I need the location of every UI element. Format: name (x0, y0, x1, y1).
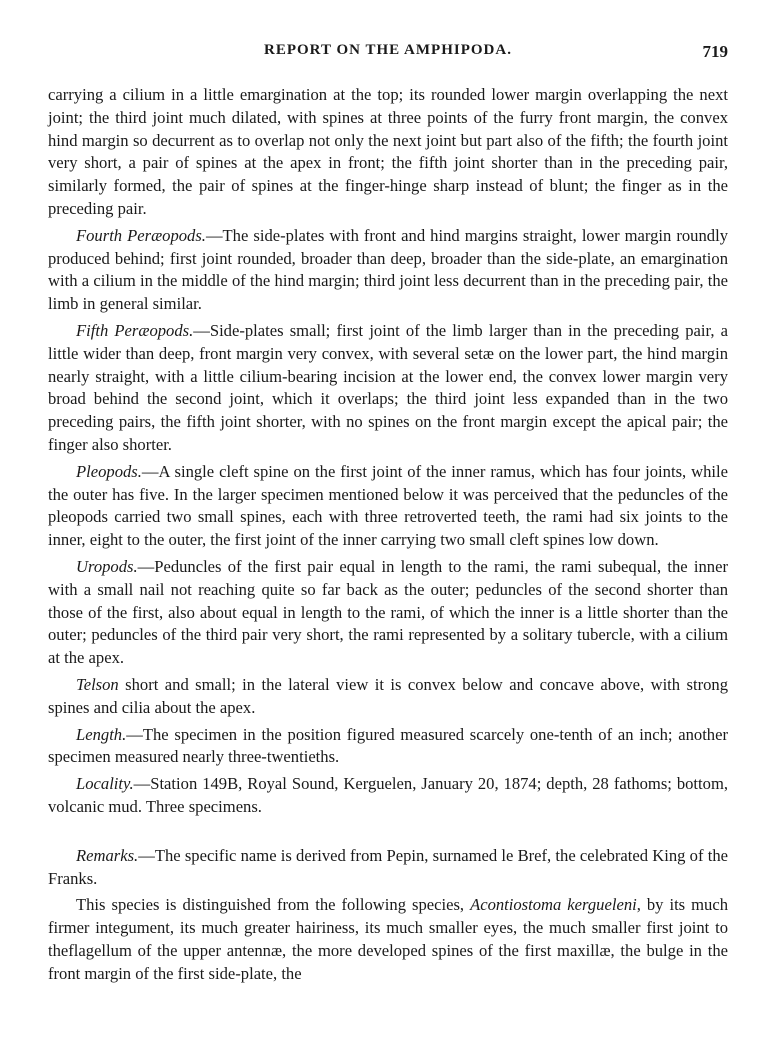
section-heading: Length. (76, 724, 127, 744)
paragraph-fifth-peraeopods (48, 320, 728, 457)
paragraph-text: —The specimen in the position figured measured scarcely one-tenth of an inch; another specimen measured nearly three-twentieths. (48, 724, 728, 767)
paragraph-distinction (48, 894, 728, 985)
page-number: 719 (702, 42, 728, 61)
species-name: Acontiostoma kergueleni (470, 895, 637, 915)
paragraph-text: , by its much firmer integument, its much greater hairiness, its much smaller eyes, the much smaller first joint to theflagellum of the upper antennæ, the more developed spines of the first maxillæ, the bulge in the front margin of the first side-plate, the (48, 895, 728, 983)
paragraph-remarks (48, 845, 728, 891)
paragraph-text: This species is distinguished from the following species, (76, 895, 471, 915)
paragraph-text: , Royal Sound, Kerguelen, January 20, 1874; depth, 28 fathoms; bottom, volcanic mud. Three specimens. (48, 774, 729, 816)
paragraph-length (48, 724, 728, 770)
section-heading: Fifth Peræopods. (76, 320, 194, 340)
paragraph-locality (48, 773, 728, 819)
section-heading: Uropods. (76, 556, 138, 576)
paragraph-text: —Station 149 (133, 774, 228, 794)
section-heading: Remarks. (76, 845, 139, 865)
paragraph-fourth-peraeopods (48, 225, 728, 316)
section-heading: Locality. (76, 774, 134, 794)
section-heading: Pleopods. (76, 461, 142, 481)
running-title: REPORT ON THE AMPHIPODA. (264, 42, 512, 58)
paragraph-pleopods (48, 461, 728, 552)
paragraph-text: —Peduncles of the first pair equal in length to the rami, the rami subequal, the inner with a small nail not reaching quite so far back as the outer; peduncles of the second shorter than those of the first, also about equal in length to the rami, of which the inner is a little shorter than the outer; peduncles of the third pair very short, the rami represented by a solitary tubercle, with a cilium at the apex. (48, 556, 728, 668)
section-heading: Telson (76, 674, 119, 694)
paragraph-telson (48, 674, 728, 720)
paragraph-text: —The specific name is derived from Pepin, surnamed le Bref, the celebrated King of the Franks. (48, 845, 728, 888)
paragraph-text: —A single cleft spine on the first joint of the inner ramus, which has four joints, while the outer has five. In the larger specimen mentioned below it was perceived that the peduncles of the pleopods carried two small spines, each with three retroverted teeth, the rami had six joints to the inner, eight to the outer, the first joint of the inner carrying two small cleft spines low down. (48, 461, 728, 550)
paragraph-uropods (48, 556, 728, 670)
paragraph-continuation (48, 84, 728, 221)
page-header (48, 42, 728, 66)
paragraph-text: short and small; in the lateral view it is convex below and concave above, with strong spines and cilia about the apex. (48, 674, 728, 717)
station-letter: B (227, 774, 239, 794)
paragraph-text: —Side-plates small; first joint of the limb larger than in the preceding pair, a little wider than deep, front margin very convex, with several setæ on the lower part, the hind margin nearly straight, with a little cilium-bearing incision at the lower end, the convex lower margin very broad behind the second joint, which it overlaps; the third joint less expanded than in the two preceding pairs, the fifth joint shorter, with no spines on the front margin except the apical pair; the finger also shorter. (48, 320, 729, 454)
section-heading: Fourth Peræopods. (76, 225, 206, 245)
paragraph-text: carrying a cilium in a little emargination at the top; its rounded lower margin overlapping the next joint; the third joint much dilated, with spines at three points of the furry front margin, the convex hind margin so decurrent as to overlap not only the next joint but part also of the fifth; the fourth joint very short, a pair of spines at the apex in front; the fifth joint shorter than in the preceding pair, similarly formed, the pair of spines at the finger-hinge sharp instead of blunt; the finger as in the preceding pair. (48, 85, 728, 218)
paragraph-text: —The side-plates with front and hind margins straight, lower margin roundly produced behind; first joint rounded, broader than deep, broader than the side-plate, an emargination with a cilium in the middle of the hind margin; third joint less decurrent than in the preceding pair, the limb in general similar. (48, 225, 728, 314)
body-text (48, 84, 728, 985)
